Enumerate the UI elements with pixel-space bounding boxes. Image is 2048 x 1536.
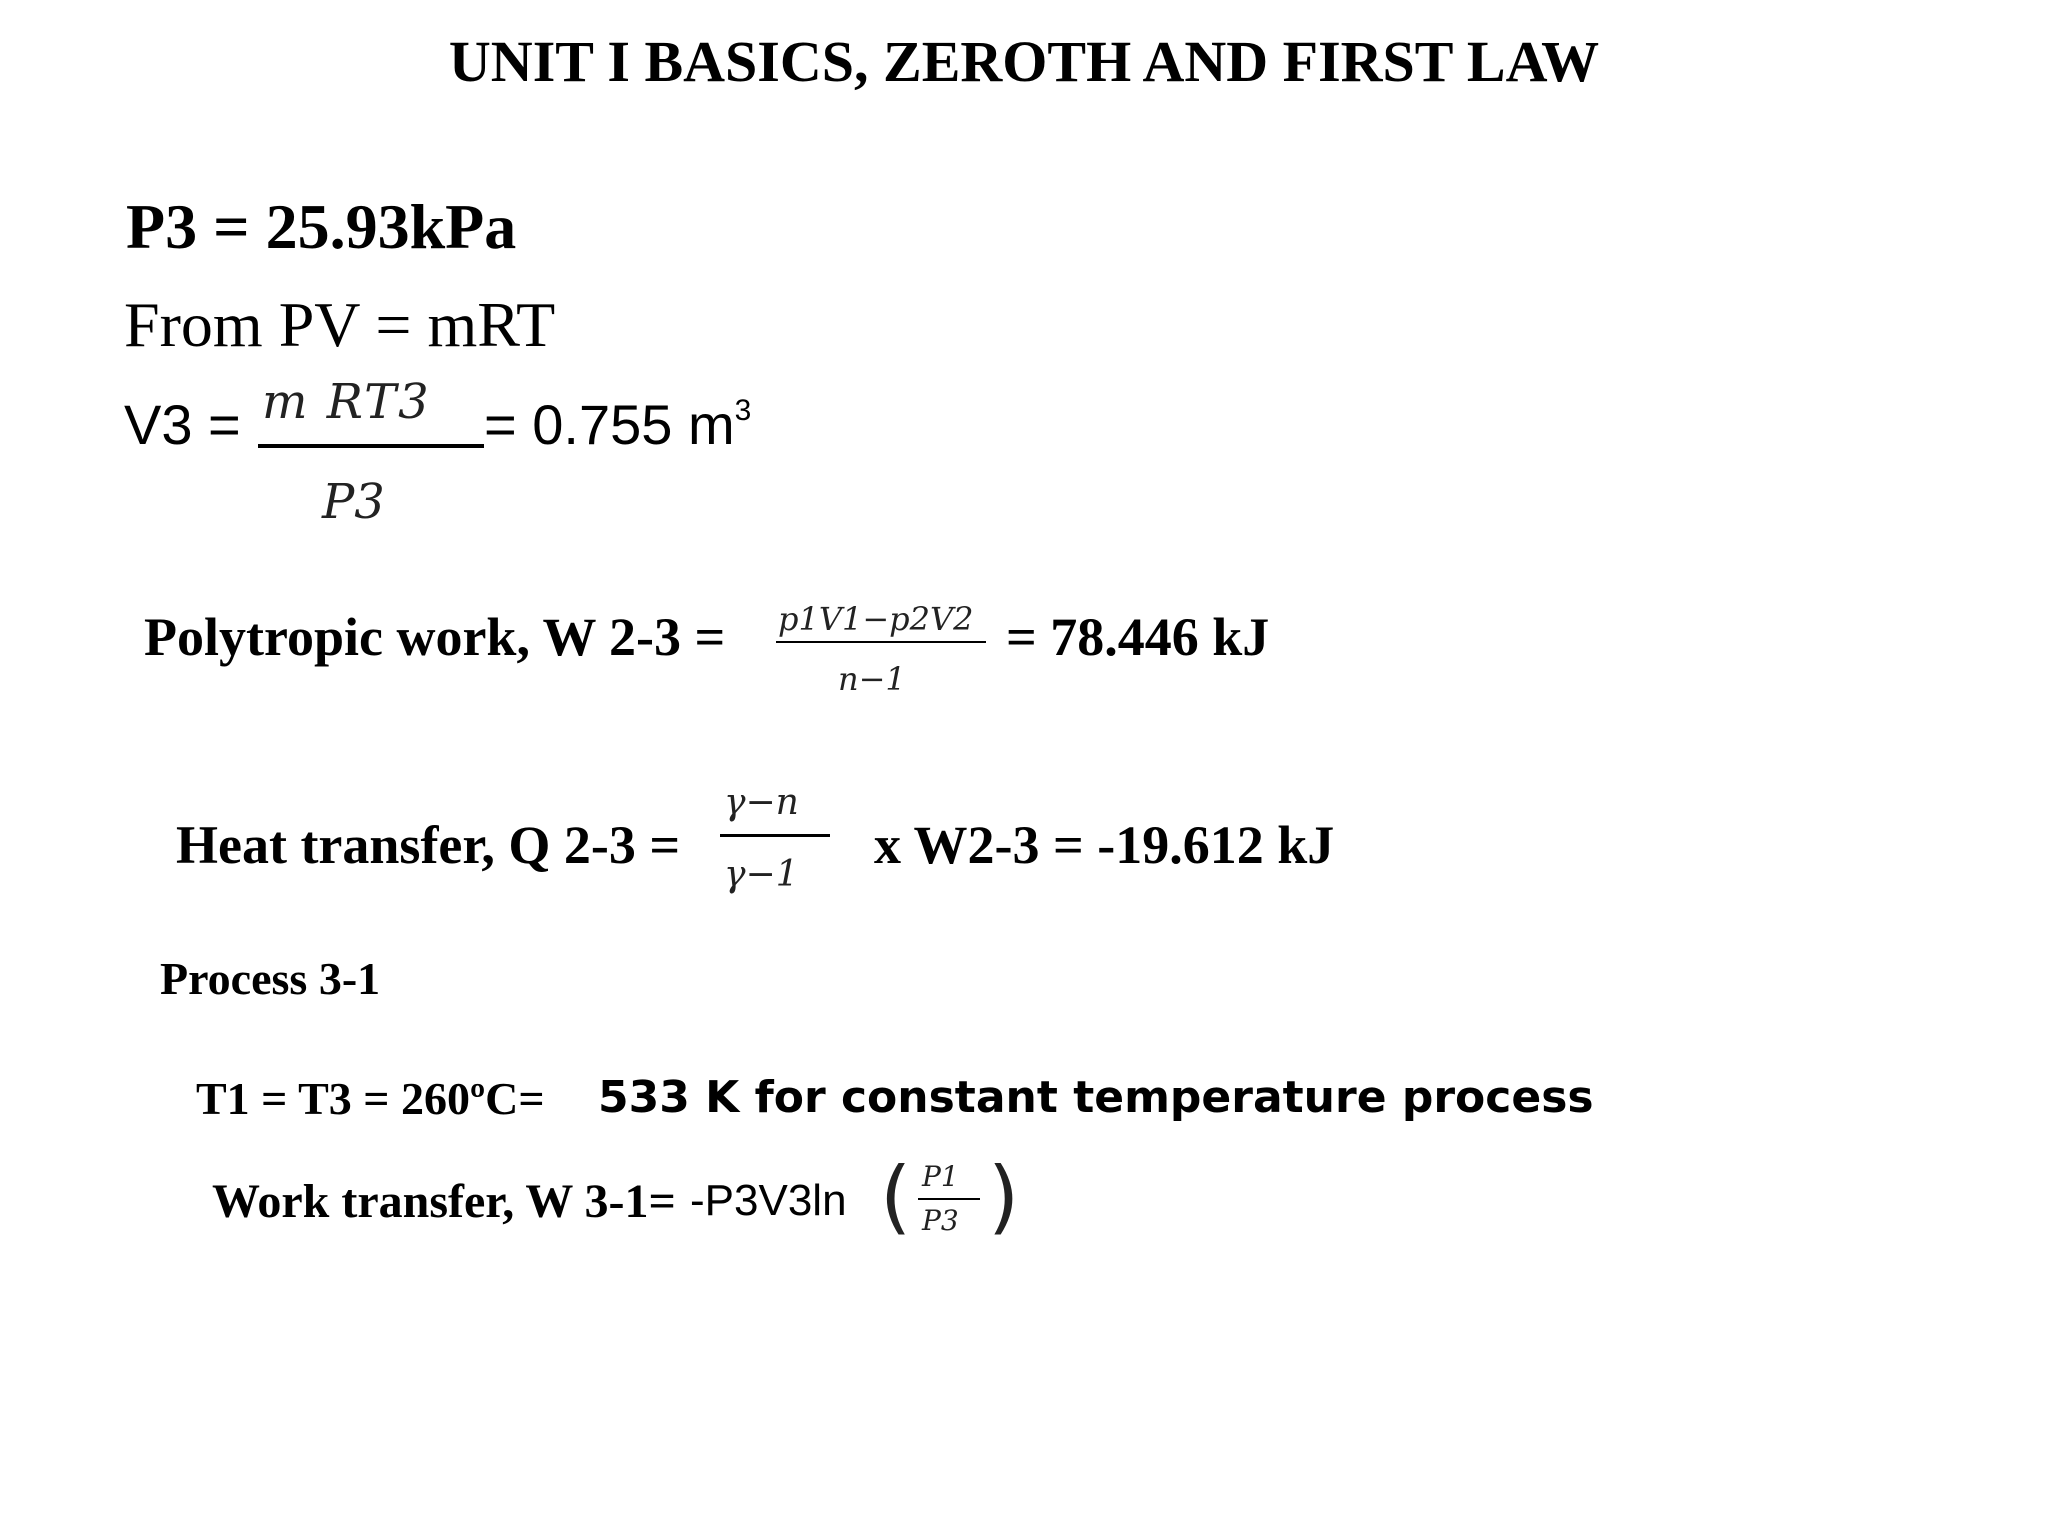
ideal-gas-equation: From PV = mRT	[124, 289, 556, 360]
page-title: UNIT I BASICS, ZEROTH AND FIRST LAW	[448, 29, 1600, 94]
work-expression: -P3V3ln	[690, 1176, 847, 1225]
left-paren: (	[880, 1150, 912, 1243]
v3-numerator: m RT3	[262, 374, 431, 430]
v3-result-value: = 0.755 m	[484, 393, 735, 456]
heat-label: Heat transfer, Q 2-3 =	[176, 815, 681, 875]
polytropic-result: = 78.446 kJ	[1006, 607, 1270, 667]
heat-result: x W2-3 = -19.612 kJ	[874, 815, 1335, 875]
v3-lhs: V3 =	[124, 393, 241, 456]
heat-numerator: γ−n	[724, 782, 799, 823]
heat-denominator: γ−1	[724, 854, 799, 895]
right-paren: )	[988, 1150, 1020, 1243]
temperature-description: 533 K for constant temperature process	[598, 1072, 1594, 1123]
temperature-equation: T1 = T3 = 260ºC=	[196, 1073, 545, 1124]
v3-result	[484, 392, 751, 457]
process-heading: Process 3-1	[160, 953, 381, 1004]
v3-unit-exponent: 3	[734, 394, 752, 427]
work-numerator: P1	[922, 1160, 959, 1193]
work-fraction-bar	[918, 1198, 980, 1200]
v3-fraction-bar	[258, 444, 484, 448]
heat-fraction-bar	[720, 834, 830, 837]
polytropic-fraction-bar	[776, 641, 986, 643]
polytropic-denominator: n−1	[838, 660, 906, 698]
polytropic-label: Polytropic work, W 2-3 =	[144, 607, 726, 667]
polytropic-numerator: p1V1−p2V2	[778, 600, 974, 638]
v3-denominator: P3	[322, 474, 385, 530]
p3-result: P3 = 25.93kPa	[126, 191, 517, 262]
work-denominator: P3	[922, 1204, 959, 1237]
work-label: Work transfer, W 3-1=	[212, 1175, 676, 1228]
